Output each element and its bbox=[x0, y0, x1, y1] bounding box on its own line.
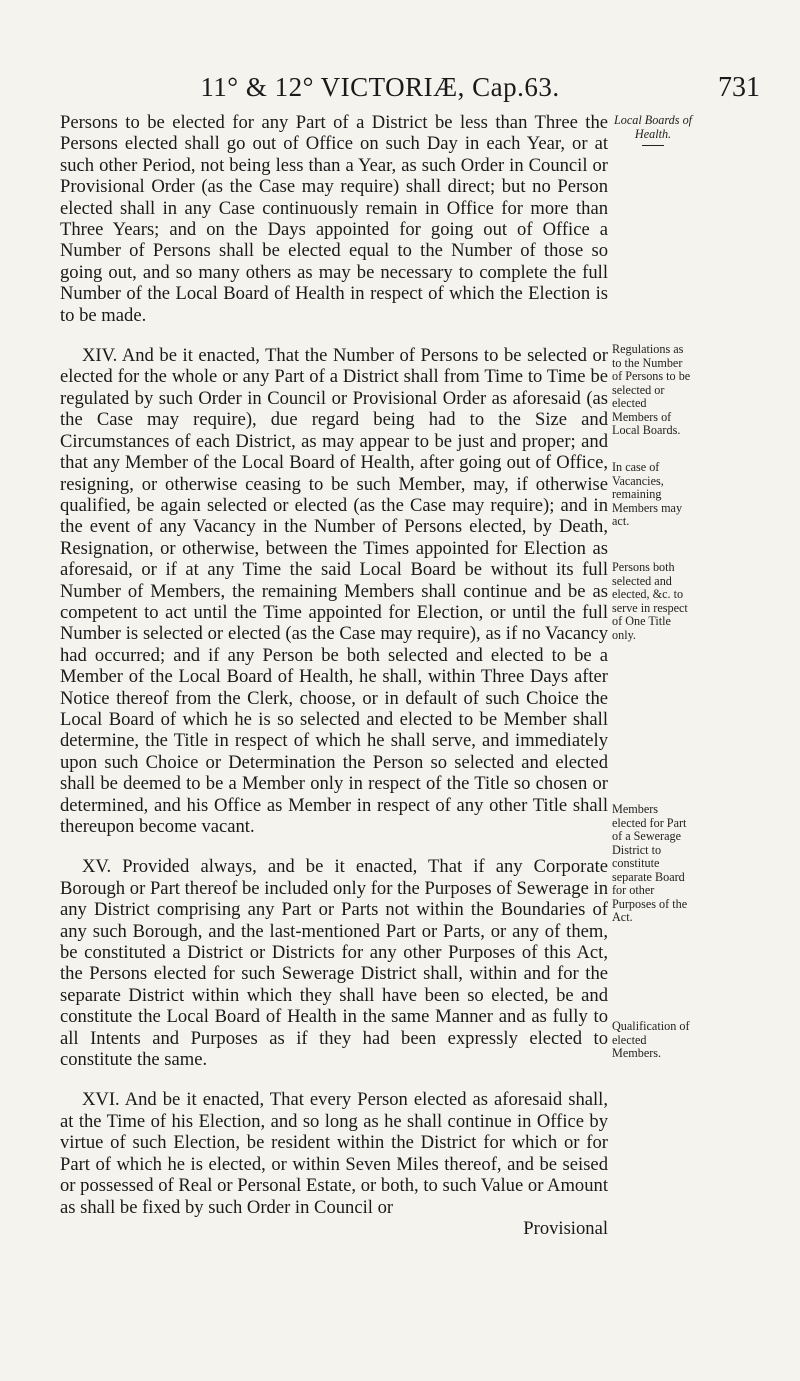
paragraph-continuation: Persons to be elected for any Part of a District be less than Three the Persons elected shall go out of Office on such Day in each Year, or at such other Period, not being less than a Year, as such Order in Council or Provisional Order (as the Case may require) shall direct; but no Person elected shall in any Case continuously remain in Office for more than Three Years; and on the Days appointed for going out of Office a Number of Persons shall be elected equal to the Number of those so going out, and so many others as may be necessary to complete the full Number of the Local Board of Health in respect of which the Election is to be made. bbox=[60, 112, 608, 326]
catchword: Provisional bbox=[523, 1217, 608, 1239]
body-text bbox=[60, 112, 608, 1239]
section-xvi: XVI. And be it enacted, That every Person elected as aforesaid shall, at the Time of his Election, and so long as he shall continue in Office by virtue of such Election, be resident within the District for which or for Part of which he is elected, or within Seven Miles thereof, and be seised or possessed of Real or Personal Estate, or both, to such Value or Amount as shall be fixed by such Order in Council or bbox=[60, 1089, 608, 1218]
margin-note-persons-both: Persons both selected and elected, &c. to serve in respect of One Title only. bbox=[612, 560, 688, 642]
page-number: 731 bbox=[718, 72, 760, 103]
page-header bbox=[60, 72, 760, 108]
margin-note-qualification: Qualification of elected Members. bbox=[612, 1019, 690, 1060]
margin-note-sewerage: Members elected for Part of a Sewerage District to constitute separate Board for other Purposes of the Act. bbox=[612, 802, 688, 924]
note-rule bbox=[642, 145, 664, 146]
section-xiv: XIV. And be it enacted, That the Number of Persons to be selected or elected for the whole or any Part of a District shall from Time to Time be regulated by such Order in Council or Provisional Order as aforesaid (as the Case may require), due regard being had to the Size and Circumstances of each District, as may appear to be just and proper; and that any Member of the Local Board of Health, after going out of Office, resigning, or otherwise ceasing to be such Member, may, if otherwise qualified, be again selected or elected (as the Case may require); and in the event of any Vacancy in the Number of Persons elected, by Death, Resignation, or otherwise, between the Times appointed for Election as aforesaid, or if at any Time the said Local Board be without its full Number of Members, the remaining Members shall continue and be as competent to act until the Time appointed for Election, or until the full Number is selected or elected (as the Case may require), as if no Vacancy had occurred; and if any Person be both selected and elected to be a Member of the Local Board of Health, he shall, within Three Days after Notice thereof from the Clerk, choose, or in default of such Choice the Local Board of which he is so selected and elected to be Member shall determine, the Title in respect of which he shall serve, and immediately upon such Choice or Determination the Person so selected and elected shall be deemed to be a Member only in respect of the Title so chosen or determined, and his Office as Member in respect of any other Title shall thereupon become vacant. bbox=[60, 345, 608, 837]
margin-note-local-boards: Local Boards of Health. bbox=[612, 114, 694, 146]
margin-note-regulations: Regulations as to the Number of Persons to be selected or elected Members of Local Boards. bbox=[612, 342, 691, 437]
section-xv: XV. Provided always, and be it enacted, That if any Corporate Borough or Part thereof be included only for the Purposes of Sewerage in any District comprising any Part or Parts not within the Boundaries of any such Borough, and the last-mentioned Part or Parts, or any of them, be constituted a District or Districts for any other Purposes of this Act, the Persons elected for such Sewerage District shall, within and for the separate District within which they shall have been so elected, be and constitute the Local Board of Health in the same Manner and as fully to all Intents and Purposes as if they had been expressly elected to constitute the same. bbox=[60, 856, 608, 1071]
running-title: 11° & 12° VICTORIÆ, Cap.63. bbox=[200, 72, 560, 102]
margin-note-vacancies: In case of Vacancies, remaining Members may act. bbox=[612, 460, 683, 528]
